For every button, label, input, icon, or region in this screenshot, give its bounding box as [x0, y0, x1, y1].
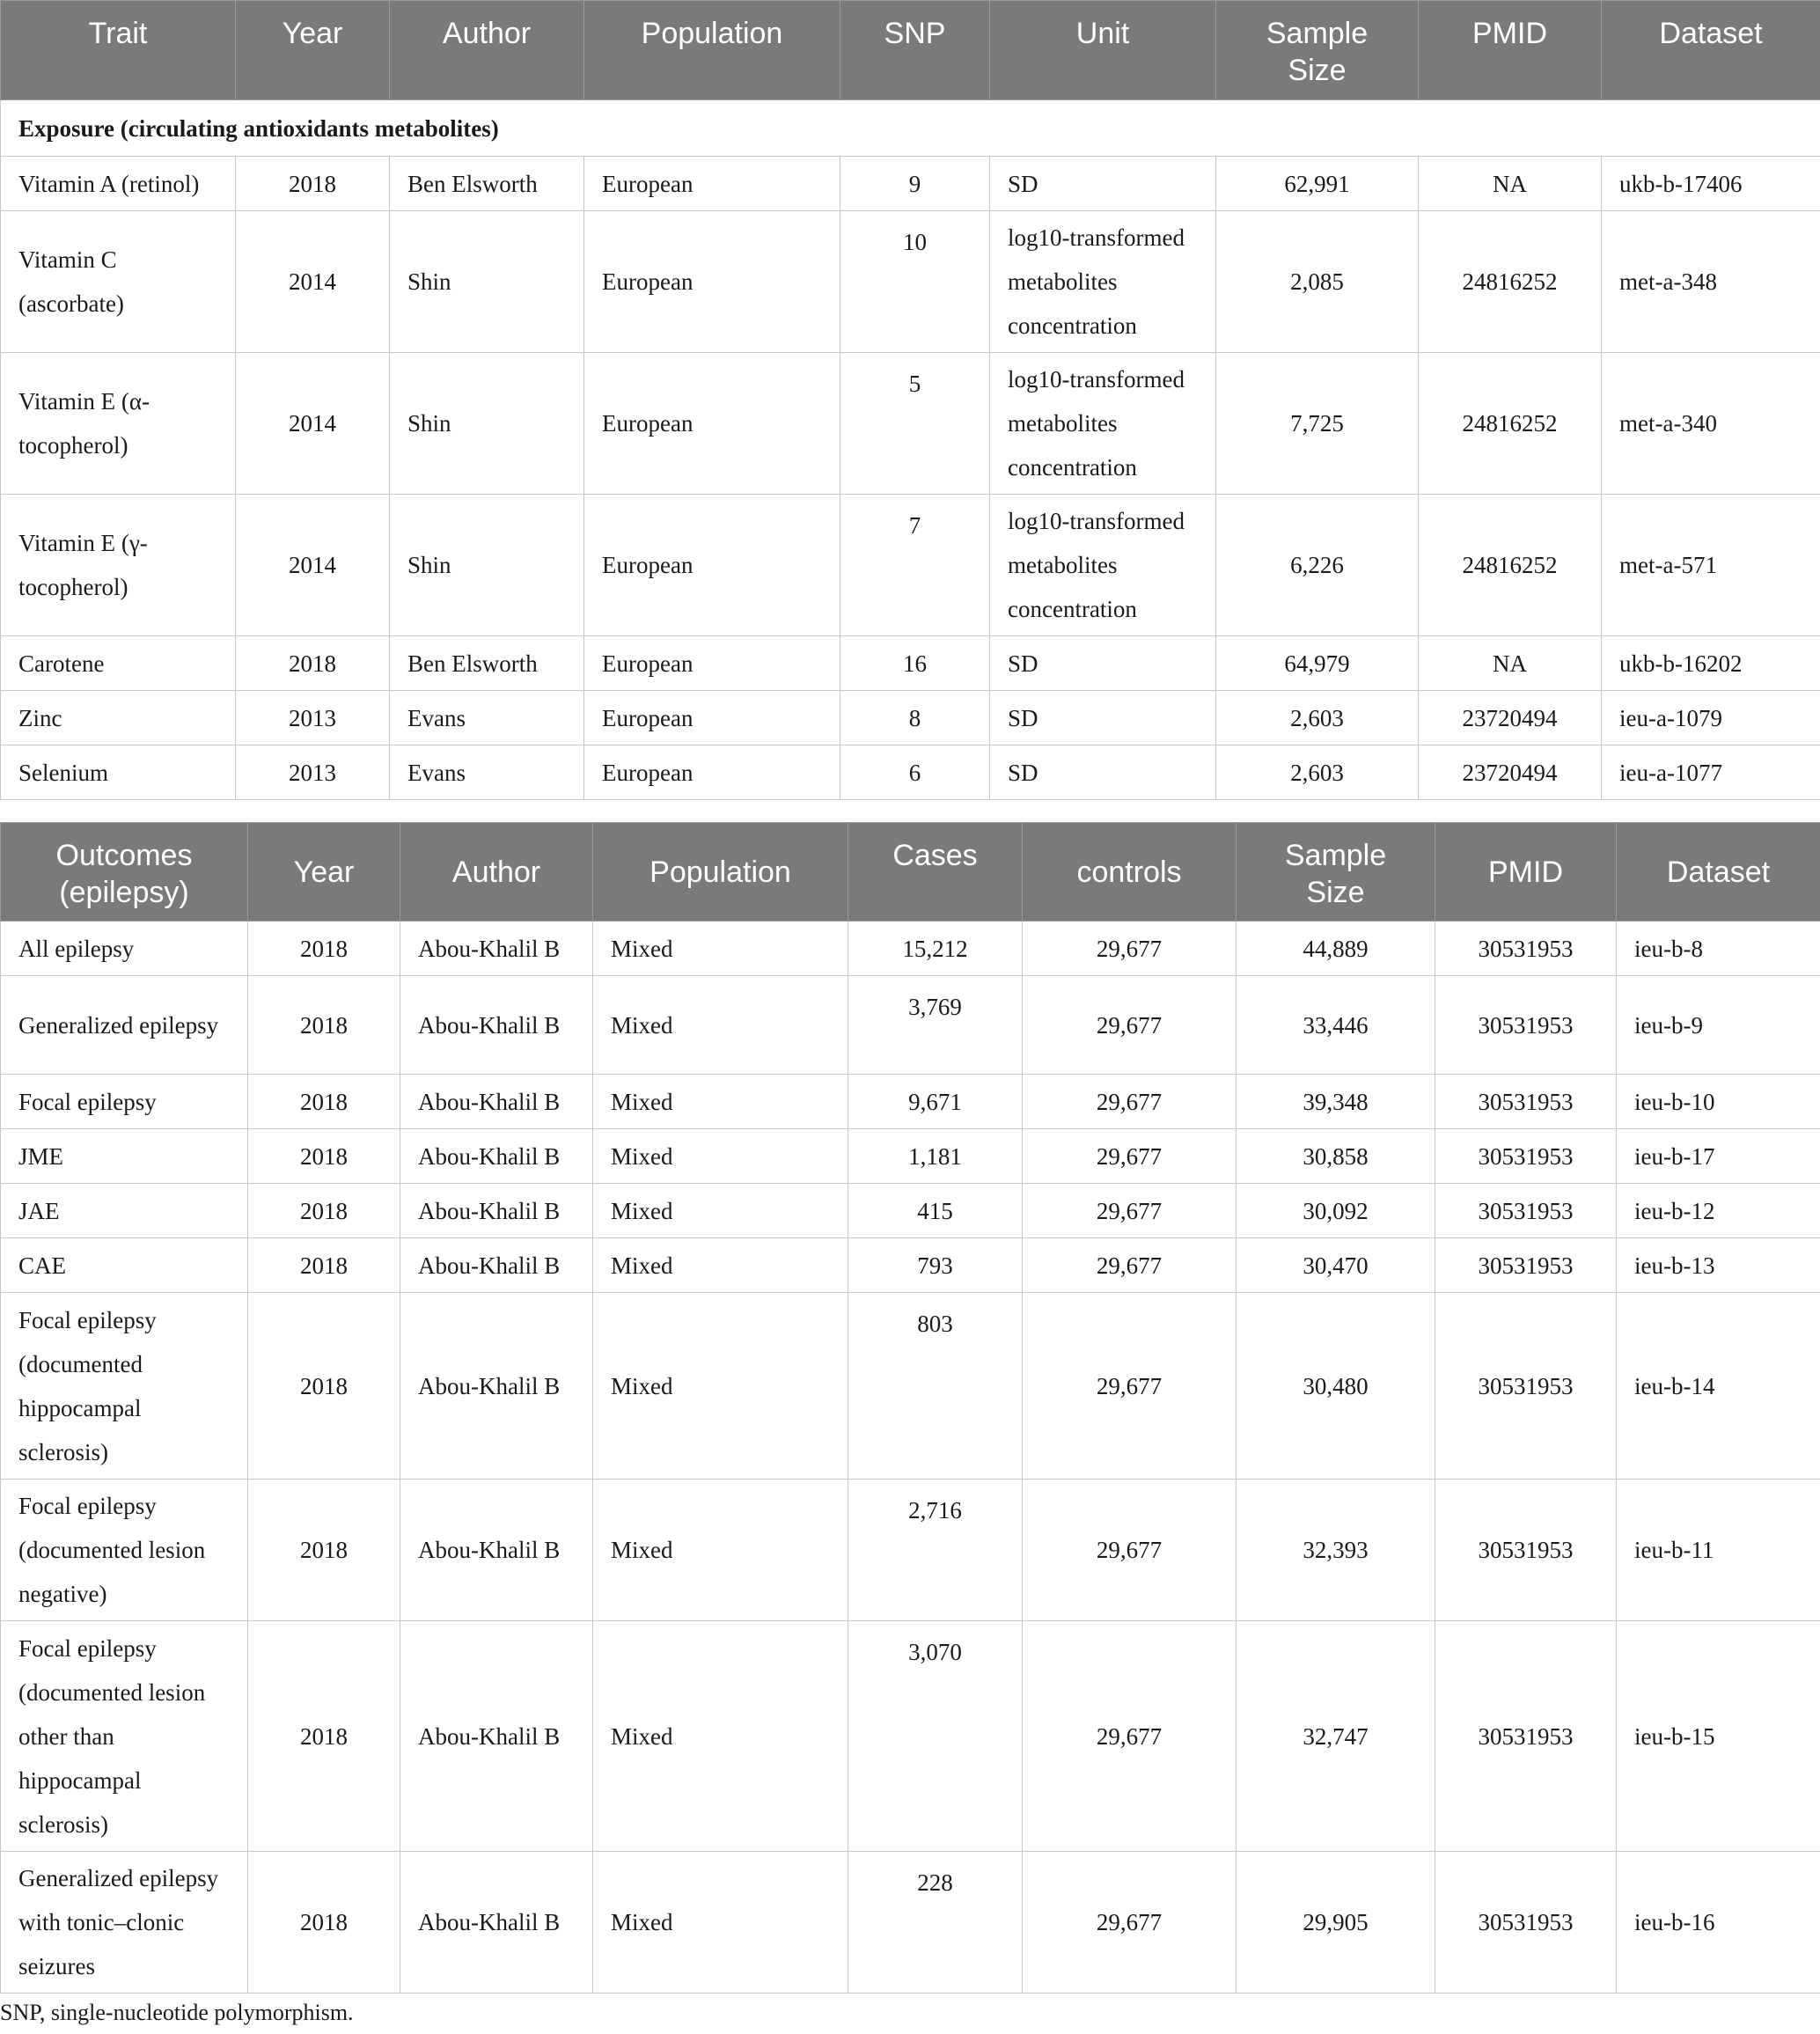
- cell-population: Mixed: [593, 976, 848, 1075]
- cell-year: 2014: [236, 211, 390, 353]
- cell-dataset: ieu-b-11: [1617, 1480, 1820, 1621]
- cell-dataset: ieu-b-12: [1617, 1184, 1820, 1238]
- cell-year: 2018: [248, 1480, 400, 1621]
- table-row: [1, 1238, 1820, 1293]
- table-row: [1, 1621, 1820, 1852]
- cell-trait: Zinc: [1, 691, 236, 745]
- header-year: Year: [236, 1, 390, 100]
- cell-trait: Vitamin A (retinol): [1, 157, 236, 211]
- exposure-table: [0, 0, 1820, 800]
- cell-controls: 29,677: [1023, 1293, 1237, 1480]
- cell-sample-size: 6,226: [1216, 495, 1419, 636]
- cell-dataset: met-a-571: [1602, 495, 1820, 636]
- cell-pmid: 30531953: [1435, 1293, 1617, 1480]
- cell-dataset: ukb-b-16202: [1602, 636, 1820, 691]
- cell-outcome: CAE: [1, 1238, 248, 1293]
- cell-outcome: Generalized epilepsy: [1, 976, 248, 1075]
- cell-year: 2014: [236, 495, 390, 636]
- cell-population: Mixed: [593, 1184, 848, 1238]
- table-row: [1, 211, 1820, 353]
- cell-snp: 16: [840, 636, 990, 691]
- cell-dataset: ieu-b-10: [1617, 1075, 1820, 1129]
- table-row: [1, 691, 1820, 745]
- cell-year: 2018: [248, 1852, 400, 1994]
- cell-outcome: Focal epilepsy: [1, 1075, 248, 1129]
- cell-sample-size: 39,348: [1237, 1075, 1435, 1129]
- cell-snp: 5: [840, 353, 990, 495]
- table-row: [1, 1184, 1820, 1238]
- cell-dataset: ieu-b-15: [1617, 1621, 1820, 1852]
- header-population: Population: [584, 1, 840, 100]
- cell-outcome: All epilepsy: [1, 922, 248, 976]
- table-row: [1, 922, 1820, 976]
- header-population: Population: [593, 823, 848, 922]
- cell-year: 2018: [248, 1184, 400, 1238]
- cell-controls: 29,677: [1023, 1075, 1237, 1129]
- cell-author: Shin: [390, 211, 584, 353]
- header-dataset: Dataset: [1617, 823, 1820, 922]
- cell-unit: log10-transformed metabolites concentration: [990, 353, 1216, 495]
- cell-snp: 8: [840, 691, 990, 745]
- cell-population: European: [584, 495, 840, 636]
- cell-year: 2014: [236, 353, 390, 495]
- cell-dataset: ieu-b-16: [1617, 1852, 1820, 1994]
- cell-pmid: 30531953: [1435, 1852, 1617, 1994]
- cell-sample-size: 64,979: [1216, 636, 1419, 691]
- cell-population: Mixed: [593, 1293, 848, 1480]
- exposure-table-container: [0, 0, 1820, 800]
- cell-pmid: 24816252: [1419, 353, 1602, 495]
- cell-sample-size: 30,092: [1237, 1184, 1435, 1238]
- cell-author: Abou-Khalil B: [400, 1129, 593, 1184]
- cell-population: European: [584, 636, 840, 691]
- cell-year: 2018: [248, 976, 400, 1075]
- exposure-section-label: Exposure (circulating antioxidants metabolites): [1, 100, 1820, 157]
- cell-dataset: ieu-a-1077: [1602, 745, 1820, 800]
- cell-population: European: [584, 691, 840, 745]
- cell-trait: Vitamin C (ascorbate): [1, 211, 236, 353]
- cell-author: Abou-Khalil B: [400, 922, 593, 976]
- cell-sample-size: 44,889: [1237, 922, 1435, 976]
- cell-author: Abou-Khalil B: [400, 1075, 593, 1129]
- cell-dataset: ieu-b-9: [1617, 976, 1820, 1075]
- exposure-section-row: [1, 100, 1820, 157]
- cell-author: Abou-Khalil B: [400, 1852, 593, 1994]
- cell-trait: Vitamin E (α-tocopherol): [1, 353, 236, 495]
- cell-year: 2018: [248, 922, 400, 976]
- cell-dataset: met-a-340: [1602, 353, 1820, 495]
- cell-controls: 29,677: [1023, 976, 1237, 1075]
- header-pmid: PMID: [1419, 1, 1602, 100]
- cell-unit: SD: [990, 691, 1216, 745]
- cell-pmid: 30531953: [1435, 1480, 1617, 1621]
- header-pmid: PMID: [1435, 823, 1617, 922]
- cell-unit: SD: [990, 157, 1216, 211]
- cell-author: Ben Elsworth: [390, 157, 584, 211]
- cell-author: Shin: [390, 495, 584, 636]
- cell-controls: 29,677: [1023, 1480, 1237, 1621]
- header-dataset: Dataset: [1602, 1, 1820, 100]
- cell-author: Abou-Khalil B: [400, 1238, 593, 1293]
- table-row: [1, 1480, 1820, 1621]
- outcome-table-container: [0, 822, 1820, 1994]
- cell-sample-size: 33,446: [1237, 976, 1435, 1075]
- cell-cases: 2,716: [848, 1480, 1023, 1621]
- table-footnote: SNP, single-nucleotide polymorphism.: [0, 2000, 354, 2025]
- cell-sample-size: 2,085: [1216, 211, 1419, 353]
- cell-year: 2018: [248, 1129, 400, 1184]
- cell-dataset: ieu-b-13: [1617, 1238, 1820, 1293]
- header-year: Year: [248, 823, 400, 922]
- cell-population: Mixed: [593, 922, 848, 976]
- header-outcomes: Outcomes (epilepsy): [1, 823, 248, 922]
- cell-dataset: met-a-348: [1602, 211, 1820, 353]
- cell-outcome: JAE: [1, 1184, 248, 1238]
- cell-trait: Vitamin E (γ-tocopherol): [1, 495, 236, 636]
- exposure-header-row: [1, 1, 1820, 100]
- cell-sample-size: 30,858: [1237, 1129, 1435, 1184]
- cell-pmid: 24816252: [1419, 495, 1602, 636]
- cell-population: Mixed: [593, 1480, 848, 1621]
- cell-year: 2018: [248, 1621, 400, 1852]
- header-snp: SNP: [840, 1, 990, 100]
- cell-pmid: 30531953: [1435, 1184, 1617, 1238]
- cell-pmid: 30531953: [1435, 1075, 1617, 1129]
- cell-year: 2013: [236, 691, 390, 745]
- cell-cases: 15,212: [848, 922, 1023, 976]
- table-row: [1, 1293, 1820, 1480]
- cell-snp: 7: [840, 495, 990, 636]
- header-cases: Cases: [848, 823, 1023, 922]
- outcome-table: [0, 822, 1820, 1994]
- cell-trait: Carotene: [1, 636, 236, 691]
- cell-year: 2018: [248, 1293, 400, 1480]
- cell-year: 2018: [236, 157, 390, 211]
- cell-pmid: 30531953: [1435, 1621, 1617, 1852]
- cell-unit: SD: [990, 745, 1216, 800]
- cell-cases: 793: [848, 1238, 1023, 1293]
- cell-author: Evans: [390, 745, 584, 800]
- header-trait: Trait: [1, 1, 236, 100]
- cell-controls: 29,677: [1023, 1184, 1237, 1238]
- cell-pmid: 30531953: [1435, 976, 1617, 1075]
- cell-cases: 228: [848, 1852, 1023, 1994]
- header-sample-size: Sample Size: [1216, 1, 1419, 100]
- cell-pmid: 23720494: [1419, 691, 1602, 745]
- table-row: [1, 1852, 1820, 1994]
- header-author: Author: [390, 1, 584, 100]
- cell-population: Mixed: [593, 1238, 848, 1293]
- table-row: [1, 976, 1820, 1075]
- cell-sample-size: 32,393: [1237, 1480, 1435, 1621]
- cell-pmid: 23720494: [1419, 745, 1602, 800]
- header-controls: controls: [1023, 823, 1237, 922]
- cell-pmid: NA: [1419, 636, 1602, 691]
- cell-pmid: NA: [1419, 157, 1602, 211]
- cell-cases: 3,769: [848, 976, 1023, 1075]
- cell-cases: 3,070: [848, 1621, 1023, 1852]
- cell-sample-size: 30,480: [1237, 1293, 1435, 1480]
- cell-author: Abou-Khalil B: [400, 1480, 593, 1621]
- cell-population: Mixed: [593, 1621, 848, 1852]
- cell-author: Shin: [390, 353, 584, 495]
- table-row: [1, 353, 1820, 495]
- cell-author: Evans: [390, 691, 584, 745]
- cell-dataset: ieu-b-8: [1617, 922, 1820, 976]
- cell-population: European: [584, 157, 840, 211]
- cell-population: Mixed: [593, 1129, 848, 1184]
- cell-sample-size: 30,470: [1237, 1238, 1435, 1293]
- cell-population: Mixed: [593, 1852, 848, 1994]
- cell-dataset: ukb-b-17406: [1602, 157, 1820, 211]
- cell-cases: 9,671: [848, 1075, 1023, 1129]
- outcome-header-row: [1, 823, 1820, 922]
- cell-outcome: Focal epilepsy (documented hippocampal sclerosis): [1, 1293, 248, 1480]
- cell-author: Ben Elsworth: [390, 636, 584, 691]
- header-author: Author: [400, 823, 593, 922]
- cell-snp: 9: [840, 157, 990, 211]
- cell-dataset: ieu-b-14: [1617, 1293, 1820, 1480]
- cell-unit: log10-transformed metabolites concentration: [990, 211, 1216, 353]
- cell-outcome: JME: [1, 1129, 248, 1184]
- cell-cases: 415: [848, 1184, 1023, 1238]
- cell-author: Abou-Khalil B: [400, 1621, 593, 1852]
- cell-outcome: Focal epilepsy (documented lesion negative): [1, 1480, 248, 1621]
- cell-year: 2013: [236, 745, 390, 800]
- cell-controls: 29,677: [1023, 1129, 1237, 1184]
- cell-sample-size: 32,747: [1237, 1621, 1435, 1852]
- cell-outcome: Generalized epilepsy with tonic–clonic seizures: [1, 1852, 248, 1994]
- cell-sample-size: 7,725: [1216, 353, 1419, 495]
- cell-author: Abou-Khalil B: [400, 1184, 593, 1238]
- cell-snp: 10: [840, 211, 990, 353]
- cell-pmid: 24816252: [1419, 211, 1602, 353]
- cell-controls: 29,677: [1023, 1621, 1237, 1852]
- cell-year: 2018: [248, 1075, 400, 1129]
- cell-author: Abou-Khalil B: [400, 1293, 593, 1480]
- cell-sample-size: 29,905: [1237, 1852, 1435, 1994]
- cell-cases: 803: [848, 1293, 1023, 1480]
- cell-sample-size: 62,991: [1216, 157, 1419, 211]
- table-row: [1, 157, 1820, 211]
- cell-population: Mixed: [593, 1075, 848, 1129]
- header-sample-size: Sample Size: [1237, 823, 1435, 922]
- header-unit: Unit: [990, 1, 1216, 100]
- cell-controls: 29,677: [1023, 922, 1237, 976]
- cell-author: Abou-Khalil B: [400, 976, 593, 1075]
- cell-pmid: 30531953: [1435, 922, 1617, 976]
- table-row: [1, 636, 1820, 691]
- table-row: [1, 1129, 1820, 1184]
- cell-year: 2018: [236, 636, 390, 691]
- cell-unit: SD: [990, 636, 1216, 691]
- cell-population: European: [584, 353, 840, 495]
- table-row: [1, 745, 1820, 800]
- cell-outcome: Focal epilepsy (documented lesion other than hippocampal sclerosis): [1, 1621, 248, 1852]
- cell-trait: Selenium: [1, 745, 236, 800]
- cell-pmid: 30531953: [1435, 1129, 1617, 1184]
- cell-dataset: ieu-a-1079: [1602, 691, 1820, 745]
- cell-snp: 6: [840, 745, 990, 800]
- cell-sample-size: 2,603: [1216, 691, 1419, 745]
- cell-population: European: [584, 211, 840, 353]
- cell-pmid: 30531953: [1435, 1238, 1617, 1293]
- cell-unit: log10-transformed metabolites concentration: [990, 495, 1216, 636]
- table-row: [1, 495, 1820, 636]
- cell-controls: 29,677: [1023, 1238, 1237, 1293]
- cell-population: European: [584, 745, 840, 800]
- table-row: [1, 1075, 1820, 1129]
- cell-controls: 29,677: [1023, 1852, 1237, 1994]
- cell-dataset: ieu-b-17: [1617, 1129, 1820, 1184]
- cell-cases: 1,181: [848, 1129, 1023, 1184]
- cell-year: 2018: [248, 1238, 400, 1293]
- cell-sample-size: 2,603: [1216, 745, 1419, 800]
